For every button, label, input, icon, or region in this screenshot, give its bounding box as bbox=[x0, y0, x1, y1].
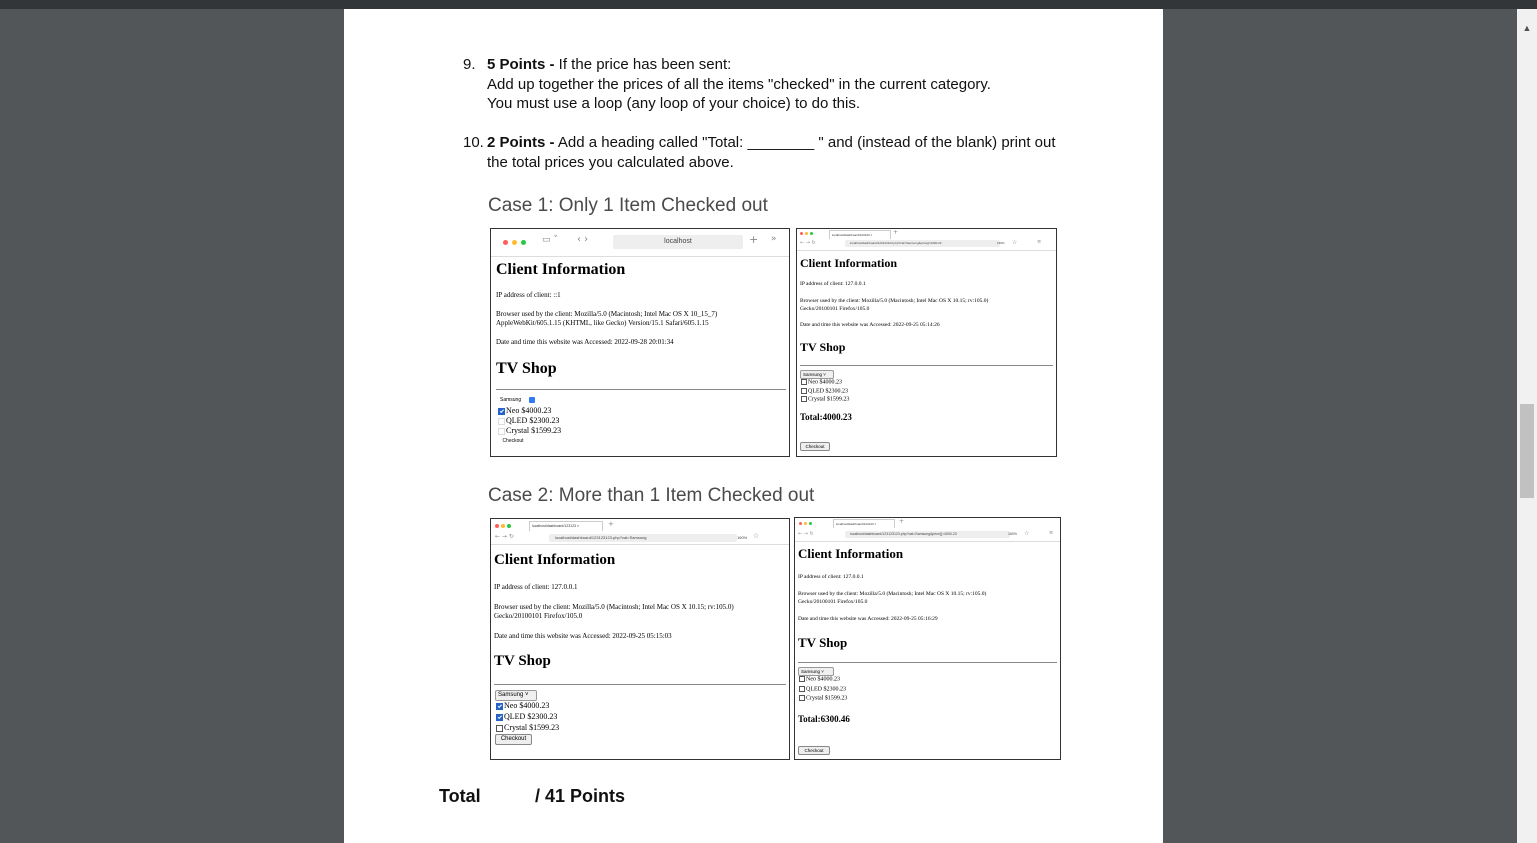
item-label: Neo $4000.23 bbox=[504, 701, 550, 710]
item-row bbox=[496, 712, 557, 721]
checkout-button[interactable]: Checkout bbox=[800, 442, 830, 451]
category-select[interactable] bbox=[800, 370, 834, 379]
checkbox[interactable] bbox=[498, 428, 505, 435]
select-value: Samsung bbox=[801, 669, 821, 674]
item-row bbox=[496, 723, 559, 732]
browser-tab[interactable]: localhost/dashboard/123123 × bbox=[529, 521, 603, 531]
item-row bbox=[799, 676, 840, 682]
item-row bbox=[498, 426, 561, 435]
total-heading: Total:6300.46 bbox=[798, 714, 850, 724]
item-number: 9. bbox=[463, 56, 476, 73]
minimize-dot-icon bbox=[805, 232, 808, 235]
browser-text: Browser used by the client: Mozilla/5.0 (Macintosh; Intel Mac OS X 10.15; rv:105.0) bbox=[494, 603, 734, 611]
browser-text: Gecko/20100101 Firefox/105.0 bbox=[798, 599, 868, 605]
item-label: QLED $2300.23 bbox=[808, 388, 848, 395]
checkbox[interactable] bbox=[496, 725, 503, 732]
select-value: Samsung bbox=[803, 372, 823, 377]
total-label: Total bbox=[439, 786, 481, 806]
screenshot-case2-after bbox=[794, 517, 1061, 760]
shop-heading: TV Shop bbox=[494, 653, 551, 669]
checkbox-checked[interactable] bbox=[498, 408, 505, 415]
checkbox[interactable] bbox=[799, 686, 805, 692]
bookmark-star-icon: ☆ bbox=[1012, 239, 1018, 246]
screenshot-case2-before bbox=[490, 518, 790, 760]
document-page bbox=[344, 9, 1163, 843]
date-text: Date and time this website was Accessed: 2022-09-28 20:01:34 bbox=[496, 338, 674, 346]
client-info-heading: Client Information bbox=[496, 261, 626, 278]
minimize-dot-icon bbox=[804, 522, 807, 525]
item-row bbox=[799, 695, 847, 701]
checkbox-checked[interactable] bbox=[496, 703, 503, 710]
close-dot-icon bbox=[799, 522, 802, 525]
back-forward-icon: ‹ › bbox=[577, 234, 589, 245]
chevron-down-icon: ˅ bbox=[821, 669, 824, 674]
client-info-heading: Client Information bbox=[494, 552, 616, 568]
ip-text: IP address of client: ::1 bbox=[496, 291, 561, 299]
instruction-item-9 bbox=[463, 55, 1083, 115]
url-text: localhost/dashboard/123123123.php?cat=Samsung&price[]=4000.23 bbox=[850, 532, 957, 536]
checkbox-checked[interactable] bbox=[496, 714, 503, 721]
chevron-down-icon: ˅ bbox=[525, 692, 529, 698]
maximize-dot-icon bbox=[507, 524, 511, 528]
shop-heading: TV Shop bbox=[800, 340, 846, 354]
item-label: Neo $4000.23 bbox=[506, 406, 552, 415]
points-label: 5 Points - bbox=[487, 56, 555, 73]
browser-toolbar bbox=[491, 519, 789, 545]
client-info-heading: Client Information bbox=[800, 256, 897, 270]
browser-text: Gecko/20100101 Firefox/105.0 bbox=[494, 612, 583, 620]
chevron-down-icon: ˅ bbox=[823, 372, 826, 377]
url-text: localhost bbox=[664, 238, 692, 245]
screenshot-case1-firefox bbox=[796, 228, 1057, 457]
item-text: Add up together the prices of all the items "checked" in the current category. bbox=[487, 75, 991, 93]
client-info-heading: Client Information bbox=[798, 546, 904, 561]
nav-buttons-icon: ← → ↻ bbox=[495, 533, 514, 540]
menu-icon: ≡ bbox=[1049, 530, 1054, 536]
checkbox[interactable] bbox=[799, 695, 805, 701]
item-text: You must use a loop (any loop of your choice) to do this. bbox=[487, 95, 861, 112]
url-text: localhost/dashboard/123123123.php?cat=Samsung&price[]=4000.23 bbox=[850, 241, 942, 245]
minimize-dot-icon bbox=[501, 524, 505, 528]
zoom-level: 160% bbox=[997, 241, 1005, 245]
item-row bbox=[799, 686, 846, 692]
checkbox[interactable] bbox=[801, 388, 807, 394]
close-dot-icon bbox=[495, 524, 499, 528]
item-label: QLED $2300.23 bbox=[806, 686, 846, 693]
nav-buttons-icon: ← → ↻ bbox=[800, 240, 816, 246]
minimize-dot-icon bbox=[512, 240, 517, 245]
category-select[interactable] bbox=[495, 690, 537, 701]
address-bar bbox=[613, 235, 743, 249]
browser-tab[interactable]: localhost/dashboard/123123 × bbox=[833, 519, 895, 528]
divider bbox=[800, 365, 1053, 366]
address-bar bbox=[845, 531, 1010, 538]
url-text: localhost/dashboard/123123123.php?cat=Samsung bbox=[555, 535, 647, 540]
viewer-toolbar bbox=[0, 0, 1537, 9]
select-value: Samsung bbox=[498, 692, 524, 698]
case-1-heading: Case 1: Only 1 Item Checked out bbox=[488, 195, 768, 216]
zoom-level: 160% bbox=[737, 535, 748, 540]
scrollbar-thumb[interactable] bbox=[1520, 404, 1534, 498]
select-value: Samsung bbox=[500, 397, 522, 403]
total-heading: Total:4000.23 bbox=[800, 412, 852, 422]
date-text: Date and time this website was Accessed: 2022-09-25 05:16:29 bbox=[798, 616, 938, 622]
item-row bbox=[496, 701, 549, 710]
address-bar bbox=[845, 240, 1000, 247]
date-text: Date and time this website was Accessed: 2022-09-25 05:15:03 bbox=[494, 632, 672, 640]
browser-toolbar bbox=[797, 229, 1056, 251]
new-tab-icon: + bbox=[608, 520, 614, 528]
instruction-item-10 bbox=[463, 133, 1083, 173]
zoom-level: 160% bbox=[1008, 532, 1017, 536]
item-row bbox=[498, 406, 551, 415]
item-label: Crystal $1599.23 bbox=[506, 426, 562, 435]
item-row bbox=[801, 388, 848, 394]
browser-text: Browser used by the client: Mozilla/5.0 (Macintosh; Intel Mac OS X 10.15; rv:105.0) bbox=[800, 298, 989, 304]
browser-toolbar bbox=[491, 229, 789, 257]
bookmark-star-icon: ☆ bbox=[753, 532, 760, 540]
divider bbox=[496, 389, 786, 390]
scrollbar[interactable] bbox=[1517, 9, 1537, 843]
item-row bbox=[801, 379, 842, 385]
new-tab-icon: + bbox=[893, 229, 899, 236]
close-dot-icon bbox=[503, 240, 508, 245]
menu-icon: ≡ bbox=[1037, 239, 1042, 245]
item-text: Add a heading called "Total: ________ " and (instead of the blank) print out bbox=[554, 134, 1056, 151]
address-bar bbox=[549, 534, 737, 542]
case-2-heading: Case 2: More than 1 Item Checked out bbox=[488, 485, 815, 506]
shop-heading: TV Shop bbox=[496, 360, 557, 377]
maximize-dot-icon bbox=[521, 240, 526, 245]
maximize-dot-icon bbox=[809, 522, 812, 525]
checkbox[interactable] bbox=[498, 418, 505, 425]
checkout-button[interactable]: Checkout bbox=[499, 437, 527, 445]
date-text: Date and time this website was Accessed: 2022-09-25 05:14:26 bbox=[800, 322, 940, 328]
item-text: If the price has been sent: bbox=[554, 56, 732, 73]
dropdown-arrow-icon bbox=[529, 397, 535, 403]
item-label: QLED $2300.23 bbox=[506, 416, 560, 425]
close-dot-icon bbox=[800, 232, 803, 235]
points-label: 2 Points - bbox=[487, 134, 555, 151]
browser-tab[interactable]: localhost/dashboard/123123 × bbox=[829, 230, 891, 239]
item-label: Crystal $1599.23 bbox=[806, 695, 848, 702]
bookmark-star-icon: ☆ bbox=[1024, 530, 1030, 537]
ip-text: IP address of client: 127.0.0.1 bbox=[494, 583, 578, 591]
scroll-up-arrow-icon[interactable]: ▲ bbox=[1522, 23, 1532, 33]
shop-heading: TV Shop bbox=[798, 635, 848, 650]
browser-text: Browser used by the client: Mozilla/5.0 (Macintosh; Intel Mac OS X 10.15; rv:105.0) bbox=[798, 591, 987, 597]
checkbox[interactable] bbox=[801, 396, 807, 402]
new-tab-icon: + bbox=[899, 518, 905, 525]
item-number: 10. bbox=[463, 134, 484, 151]
item-label: Crystal $1599.23 bbox=[808, 396, 850, 403]
checkbox[interactable] bbox=[801, 379, 807, 385]
item-label: Neo $4000.23 bbox=[808, 379, 842, 386]
category-select[interactable] bbox=[798, 667, 834, 676]
nav-buttons-icon: ← → ↻ bbox=[798, 531, 814, 537]
screenshot-case1-safari bbox=[490, 228, 790, 457]
ip-text: IP address of client: 127.0.0.1 bbox=[800, 281, 866, 287]
item-label: Crystal $1599.23 bbox=[504, 723, 560, 732]
total-points: / 41 Points bbox=[535, 786, 626, 806]
browser-toolbar bbox=[795, 518, 1060, 542]
checkbox[interactable] bbox=[799, 676, 805, 682]
item-label: QLED $2300.23 bbox=[504, 712, 558, 721]
more-tabs-icon: » bbox=[771, 234, 777, 244]
browser-text: Gecko/20100101 Firefox/105.0 bbox=[800, 306, 870, 312]
sidebar-icon: ▭ ˅ bbox=[542, 235, 558, 245]
new-tab-icon: + bbox=[749, 233, 759, 246]
ip-text: IP address of client: 127.0.0.1 bbox=[798, 574, 864, 580]
item-row bbox=[498, 416, 559, 425]
maximize-dot-icon bbox=[810, 232, 813, 235]
item-row bbox=[801, 396, 849, 402]
checkout-button[interactable]: Checkout bbox=[798, 746, 830, 755]
browser-text: Browser used by the client: Mozilla/5.0 (Macintosh; Intel Mac OS X 10_15_7) bbox=[496, 310, 718, 318]
divider bbox=[798, 662, 1057, 663]
divider bbox=[494, 684, 786, 685]
item-label: Neo $4000.23 bbox=[806, 676, 840, 683]
item-text: the total prices you calculated above. bbox=[487, 153, 734, 171]
category-select[interactable] bbox=[497, 396, 542, 405]
browser-text: AppleWebKit/605.1.15 (KHTML, like Gecko) Version/15.1 Safari/605.1.15 bbox=[496, 319, 709, 327]
checkout-button[interactable]: Checkout bbox=[495, 734, 532, 745]
